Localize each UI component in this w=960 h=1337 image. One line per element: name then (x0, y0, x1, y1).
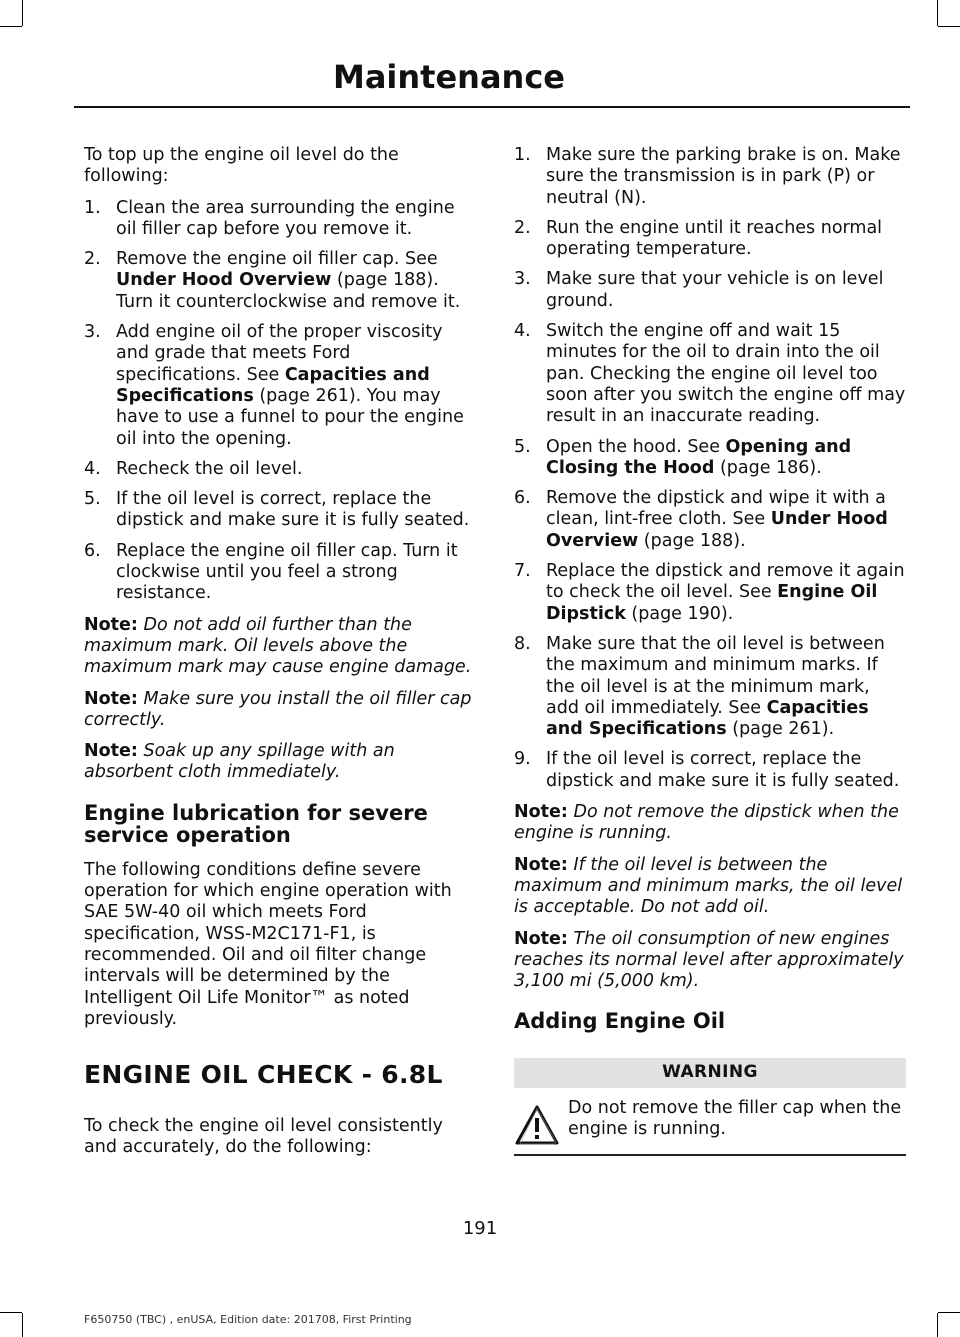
check-intro-paragraph: To check the engine oil level consistently and accurately, do the following: (84, 1116, 443, 1158)
step-item: 8. Make sure that the oil level is between the maximum and minimum marks. If the oil level is at the minimum mark, add oil immediately. See Capacities and Specifications (page 261). (514, 633, 885, 740)
step-item: 5. Open the hood. See Opening and Closing the Hood (page 186). (514, 436, 852, 478)
note: Note: Do not add oil further than the maximum mark. Oil levels above the maximum mark may cause engine damage. (84, 614, 472, 678)
crop-mark (937, 0, 938, 26)
left-column (84, 145, 474, 1169)
cross-reference-link[interactable]: Capacities and Specifications (546, 697, 869, 740)
step-item: 1. Clean the area surrounding the engine oil filler cap before you remove it. (84, 197, 455, 239)
header-rule (74, 106, 910, 108)
step-item: 2. Remove the engine oil filler cap. See Under Hood Overview (page 188). Turn it counterclockwise and remove it. (84, 249, 461, 312)
oil-check-steps (514, 145, 906, 792)
right-column (514, 145, 906, 1156)
cross-reference-link[interactable]: Under Hood Overview (546, 509, 888, 551)
step-item: 1. Make sure the parking brake is on. Make sure the transmission is in park (P) or neutral (N). (514, 145, 901, 208)
note: Note: The oil consumption of new engines reaches its normal level after approximately 3,100 mi (5,000 km). (514, 928, 904, 992)
step-item: 5. If the oil level is correct, replace the dipstick and make sure it is fully seated. (84, 489, 470, 531)
step-item: 6. Replace the engine oil filler cap. Turn it clockwise until you feel a strong resistance. (84, 540, 458, 604)
subsection-heading: Adding Engine Oil (514, 1009, 726, 1034)
page-number: 191 (462, 1218, 498, 1239)
page-header-title: Maintenance (332, 58, 565, 96)
step-item: 3. Add engine oil of the proper viscosity and grade that meets Ford specifications. See Capacities and Specifications (page 261). You may have to use a funnel to pour the engine oil into the opening. (84, 322, 464, 449)
warning-label: WARNING (514, 1058, 906, 1087)
section-heading: ENGINE OIL CHECK - 6.8L (84, 1060, 443, 1090)
warning-body (514, 1088, 906, 1157)
crop-mark (0, 1312, 22, 1313)
crop-mark (937, 1313, 938, 1337)
note: Note: Make sure you install the oil filler cap correctly. (84, 688, 472, 730)
step-item: 4. Switch the engine off and wait 15 minutes for the oil to drain into the oil pan. Checking the engine oil level too soon after you switch the engine off may result in an inaccurate reading. (514, 321, 906, 427)
step-item: 9. If the oil level is correct, replace the dipstick and make sure it is fully seated. (514, 749, 900, 791)
intro-paragraph: To top up the engine oil level do the following: (84, 145, 399, 187)
step-item: 3. Make sure that your vehicle is on level ground. (514, 269, 884, 311)
warning-triangle-icon (514, 1104, 560, 1146)
crop-mark (22, 1313, 23, 1337)
cross-reference-link[interactable]: Capacities and Specifications (116, 364, 430, 406)
cross-reference-link[interactable]: Opening and Closing the Hood (546, 436, 852, 478)
crop-mark (0, 26, 22, 27)
step-item: 2. Run the engine until it reaches normal operating temperature. (514, 217, 883, 260)
note: Note: Do not remove the dipstick when the engine is running. (514, 802, 899, 844)
warning-text: Do not remove the filler cap when the engine is running. (568, 1097, 902, 1139)
cross-reference-link[interactable]: Under Hood Overview (116, 270, 332, 291)
footer-edition-text: F650750 (TBC) , enUSA, Edition date: 201708, First Printing (84, 1313, 412, 1326)
step-item: 6. Remove the dipstick and wipe it with a clean, lint-free cloth. See Under Hood Overview (page 188). (514, 488, 888, 551)
step-item: 7. Replace the dipstick and remove it again to check the oil level. See Engine Oil Dipstick (page 190). (514, 561, 905, 624)
severe-service-paragraph: The following conditions define severe operation for which engine operation with SAE 5W-40 oil which meets Ford specification, WSS-M2C171-F1, is recommended. Oil and oil filter change intervals will be determined by the Intelligent Oil Life Monitor™ as noted previously. (84, 859, 452, 1029)
crop-mark (22, 0, 23, 26)
warning-box (514, 1058, 906, 1156)
step-item: 4. Recheck the oil level. (84, 458, 303, 479)
top-up-steps (84, 198, 474, 605)
cross-reference-link[interactable]: Engine Oil Dipstick (546, 582, 878, 624)
note: Note: Soak up any spillage with an absorbent cloth immediately. (84, 741, 395, 783)
crop-mark (938, 1312, 960, 1313)
note: Note: If the oil level is between the maximum and minimum marks, the oil level is acceptable. Do not add oil. (514, 854, 903, 918)
crop-mark (938, 26, 960, 27)
subsection-heading: Engine lubrication for severe service operation (84, 800, 428, 847)
